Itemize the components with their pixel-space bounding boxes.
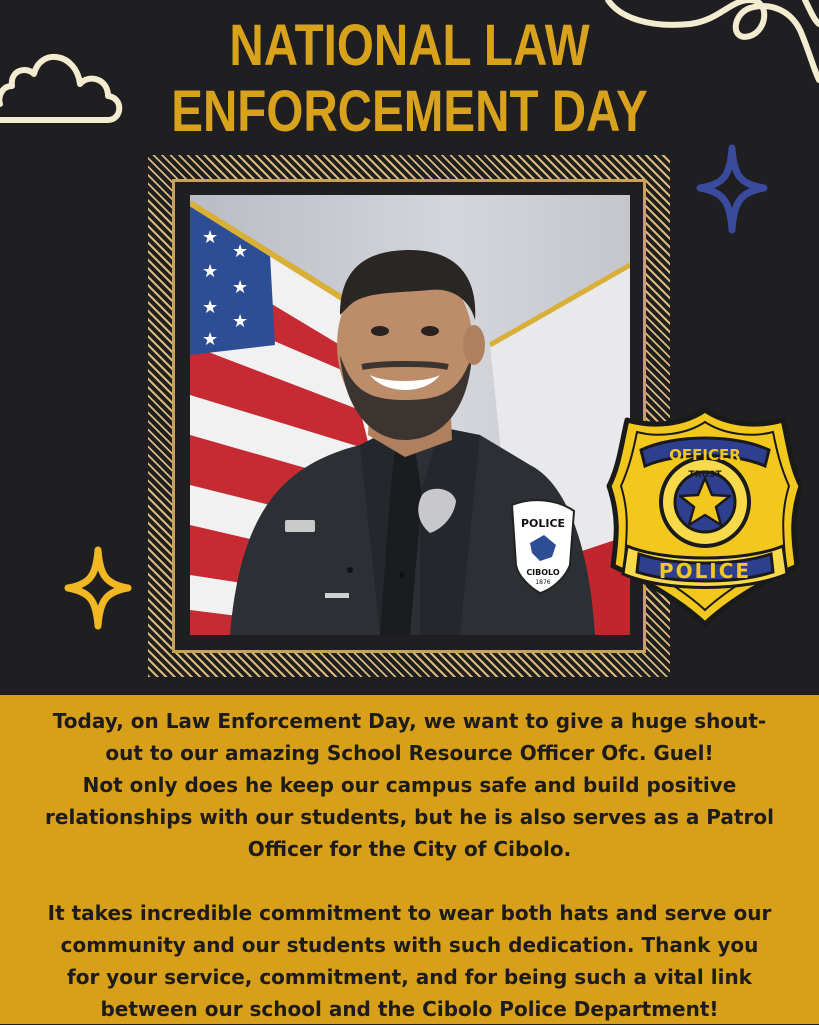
police-badge-icon	[605, 406, 805, 628]
page-title-line-1: NATIONAL LAW	[229, 13, 590, 78]
officer-photo	[190, 195, 630, 635]
svg-text:★: ★	[232, 241, 249, 262]
svg-text:★: ★	[202, 297, 219, 318]
badge-top-text: OFFICER	[669, 446, 741, 464]
svg-text:★: ★	[202, 261, 219, 282]
squiggle-icon	[600, 0, 819, 100]
message-paragraph-1: Today, on Law Enforcement Day, we want to give a huge shout- out to our amazing School Resource Officer Ofc. Guel! Not only does he keep our campus safe and build positive relationships with our students, but he is also serves as a Patrol Officer for the City of Cibolo.	[45, 709, 774, 861]
patch-bottom-text: CIBOLO	[526, 568, 560, 577]
message-paragraph-2: It takes incredible commitment to wear both hats and serve our community and our students with such dedication. Thank you for your service, commitment, and for being such a vital link between our school and the Cibolo Police Department!	[47, 901, 772, 1021]
svg-text:★: ★	[202, 227, 219, 248]
svg-text:★: ★	[232, 277, 249, 298]
cloud-icon	[0, 38, 125, 128]
badge-mid-text: TRUST	[688, 470, 722, 480]
badge-bottom-text: POLICE	[658, 559, 752, 583]
svg-text:★: ★	[232, 311, 249, 332]
sparkle-star-gold-icon	[62, 544, 134, 632]
patch-top-text: POLICE	[520, 517, 566, 530]
svg-text:★: ★	[202, 329, 219, 350]
sparkle-star-blue-icon	[694, 142, 770, 236]
page-title-line-2: ENFORCEMENT DAY	[171, 79, 648, 144]
patch-year-text: 1876	[535, 579, 551, 586]
